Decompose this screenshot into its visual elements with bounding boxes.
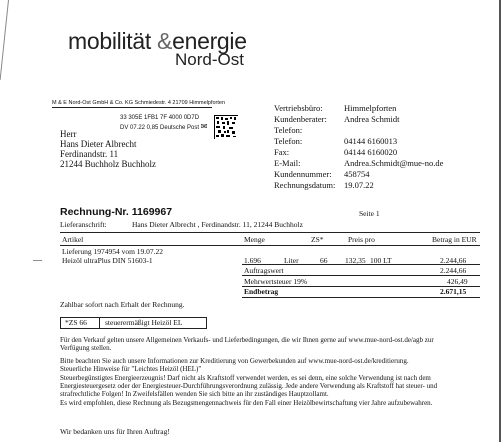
footer-text — [60, 336, 437, 407]
info-value: 19.07.22 — [344, 180, 374, 190]
payment-note: Zahlbar sofort nach Erhalt der Rechnung. — [60, 300, 185, 309]
total-label: Mehrwertsteuer 19% — [244, 277, 308, 286]
footer-line: Für den Verkauf gelten unsere Allgemeinen Verkaufs- und Lieferbedingungen, die wir Ihnen gerne auf www.mue-nord-ost.de/agb zur — [60, 336, 434, 344]
item-per: 100 LT — [370, 256, 392, 265]
postage-code: 33 305E 1FB1 7F 4000 0D7D — [120, 115, 200, 121]
col-header-amount: Betrag in EUR — [432, 235, 477, 244]
postage-info-text: DV 07.22 0,85 Deutsche Post — [120, 125, 200, 131]
item-unit: Liter — [284, 256, 299, 265]
info-label: Telefon: — [274, 125, 303, 135]
recipient-name: Hans Dieter Albrecht — [60, 139, 137, 149]
footer-line: Es wird empfohlen, diese Rechnung als Bezugsmengennachweis für den Fall einer Heizölbewirtschaftung vier Jahre aufzubewahren. — [60, 398, 433, 407]
item-qty: 1.696 — [244, 256, 261, 265]
info-label: Vertriebsbüro: — [274, 103, 323, 113]
item-amount: 2.244,66 — [440, 256, 467, 265]
closing-text: Wir bedanken uns für Ihren Auftrag! — [60, 427, 170, 436]
total-value: 2.244,66 — [440, 266, 467, 275]
info-value: Andrea Schmidt — [344, 114, 400, 124]
zs-code: *ZS 66 — [65, 318, 87, 327]
delivery-label: Lieferanschrift: — [60, 220, 107, 229]
contact-values — [344, 103, 443, 191]
recipient-block — [60, 129, 156, 169]
info-label: Kundenberater: — [274, 114, 327, 124]
info-value — [344, 125, 443, 136]
invoice-title: Rechnung-Nr. 1169967 — [60, 206, 173, 218]
footer-line: Steuerbegünstigtes Energieerzeugnis! Darf nicht als Kraftstoff verwendet werden, es sei denn, eine solche Verwendung ist nach dem — [60, 373, 431, 382]
info-value: 458754 — [344, 169, 370, 179]
zs-text: steuerermäßigt Heizöl EL — [105, 318, 183, 327]
brand-ampersand: & — [157, 28, 173, 54]
footer-line: Energiesteuergesetz oder der Energiesteuer-Durchführungsverordnung zulässig. Jede andere Verwendung als Kraftstoff hat steuer- und — [60, 382, 438, 391]
brand-rest: energie — [172, 28, 247, 54]
table-top-rule — [60, 232, 480, 233]
delivery-line: Lieferung 1974954 vom 19.07.22 — [62, 247, 164, 256]
zs-box — [60, 317, 207, 329]
col-header-qty: Menge — [244, 235, 265, 244]
recipient-city: 21244 Buchholz Buchholz — [60, 159, 156, 169]
table-header-rule — [60, 245, 480, 246]
sender-underline — [52, 107, 212, 108]
brand-main: mobilität — [68, 28, 151, 54]
scan-fold-mark — [0, 0, 9, 80]
info-value: 04144 6160020 — [344, 147, 398, 157]
sender-line: M & E Nord-Ost GmbH & Co. KG Schmiedestr. 4 21709 Himmelpforten — [52, 100, 226, 106]
info-value: 04144 6160013 — [344, 136, 398, 146]
info-label: Kundennummer: — [274, 169, 332, 179]
col-header-price: Preis pro — [348, 235, 375, 244]
footer-line: Steuerliche Hinweise für "Leichtes Heizöl (HEL)" — [60, 365, 202, 374]
margin-mark: — — [33, 255, 42, 265]
totals-rule — [242, 275, 480, 276]
total-value: 426,49 — [447, 277, 468, 286]
zs-divider — [99, 317, 100, 328]
post-horn-icon: ✉ — [200, 122, 208, 131]
total-value: 2.671,15 — [440, 287, 467, 296]
footer-line: Bitte beachten Sie auch unsere Informationen zur Kreditierung von Gewerbekunden auf www.mue-nord-ost.de/kreditierung. — [60, 356, 409, 365]
item-article: Heizöl ultraPlus DIN 51603-1 — [62, 256, 153, 265]
col-header-zs: ZS* — [311, 235, 324, 244]
recipient-salutation: Herr — [60, 129, 77, 139]
brand-subtitle: Nord-Ost — [175, 50, 244, 69]
info-value: Himmelpforten — [344, 103, 397, 113]
info-label: Telefon: — [274, 136, 303, 146]
footer-line: Verfügung stellen. — [60, 344, 112, 353]
footer-line: strafrechtliche Folgen! In Zweifelsfällen wenden Sie sich bitte an ihr zuständiges Hauptzollamt. — [60, 390, 329, 399]
info-value: Andrea.Schmidt@mue-no.de — [344, 158, 444, 168]
total-label: Endbetrag — [244, 287, 279, 296]
total-label: Auftragswert — [244, 266, 284, 275]
info-label: Fax: — [274, 147, 290, 157]
info-label: E-Mail: — [274, 158, 301, 168]
page-number: Seite 1 — [359, 209, 380, 218]
item-zs: 66 — [320, 256, 328, 265]
postage-matrix-code-icon — [214, 115, 238, 139]
info-label: Rechnungsdatum: — [274, 180, 336, 190]
totals-top-rule — [242, 264, 480, 265]
col-header-article: Artikel — [62, 235, 84, 244]
delivery-address: Hans Dieter Albrecht , Ferdinandstr. 11, 21244 Buchholz — [132, 220, 303, 229]
contact-labels — [274, 103, 335, 191]
recipient-street: Ferdinandstr. 11 — [60, 149, 119, 159]
item-price: 132,35 — [345, 256, 366, 265]
totals-bottom-rule — [242, 297, 480, 298]
